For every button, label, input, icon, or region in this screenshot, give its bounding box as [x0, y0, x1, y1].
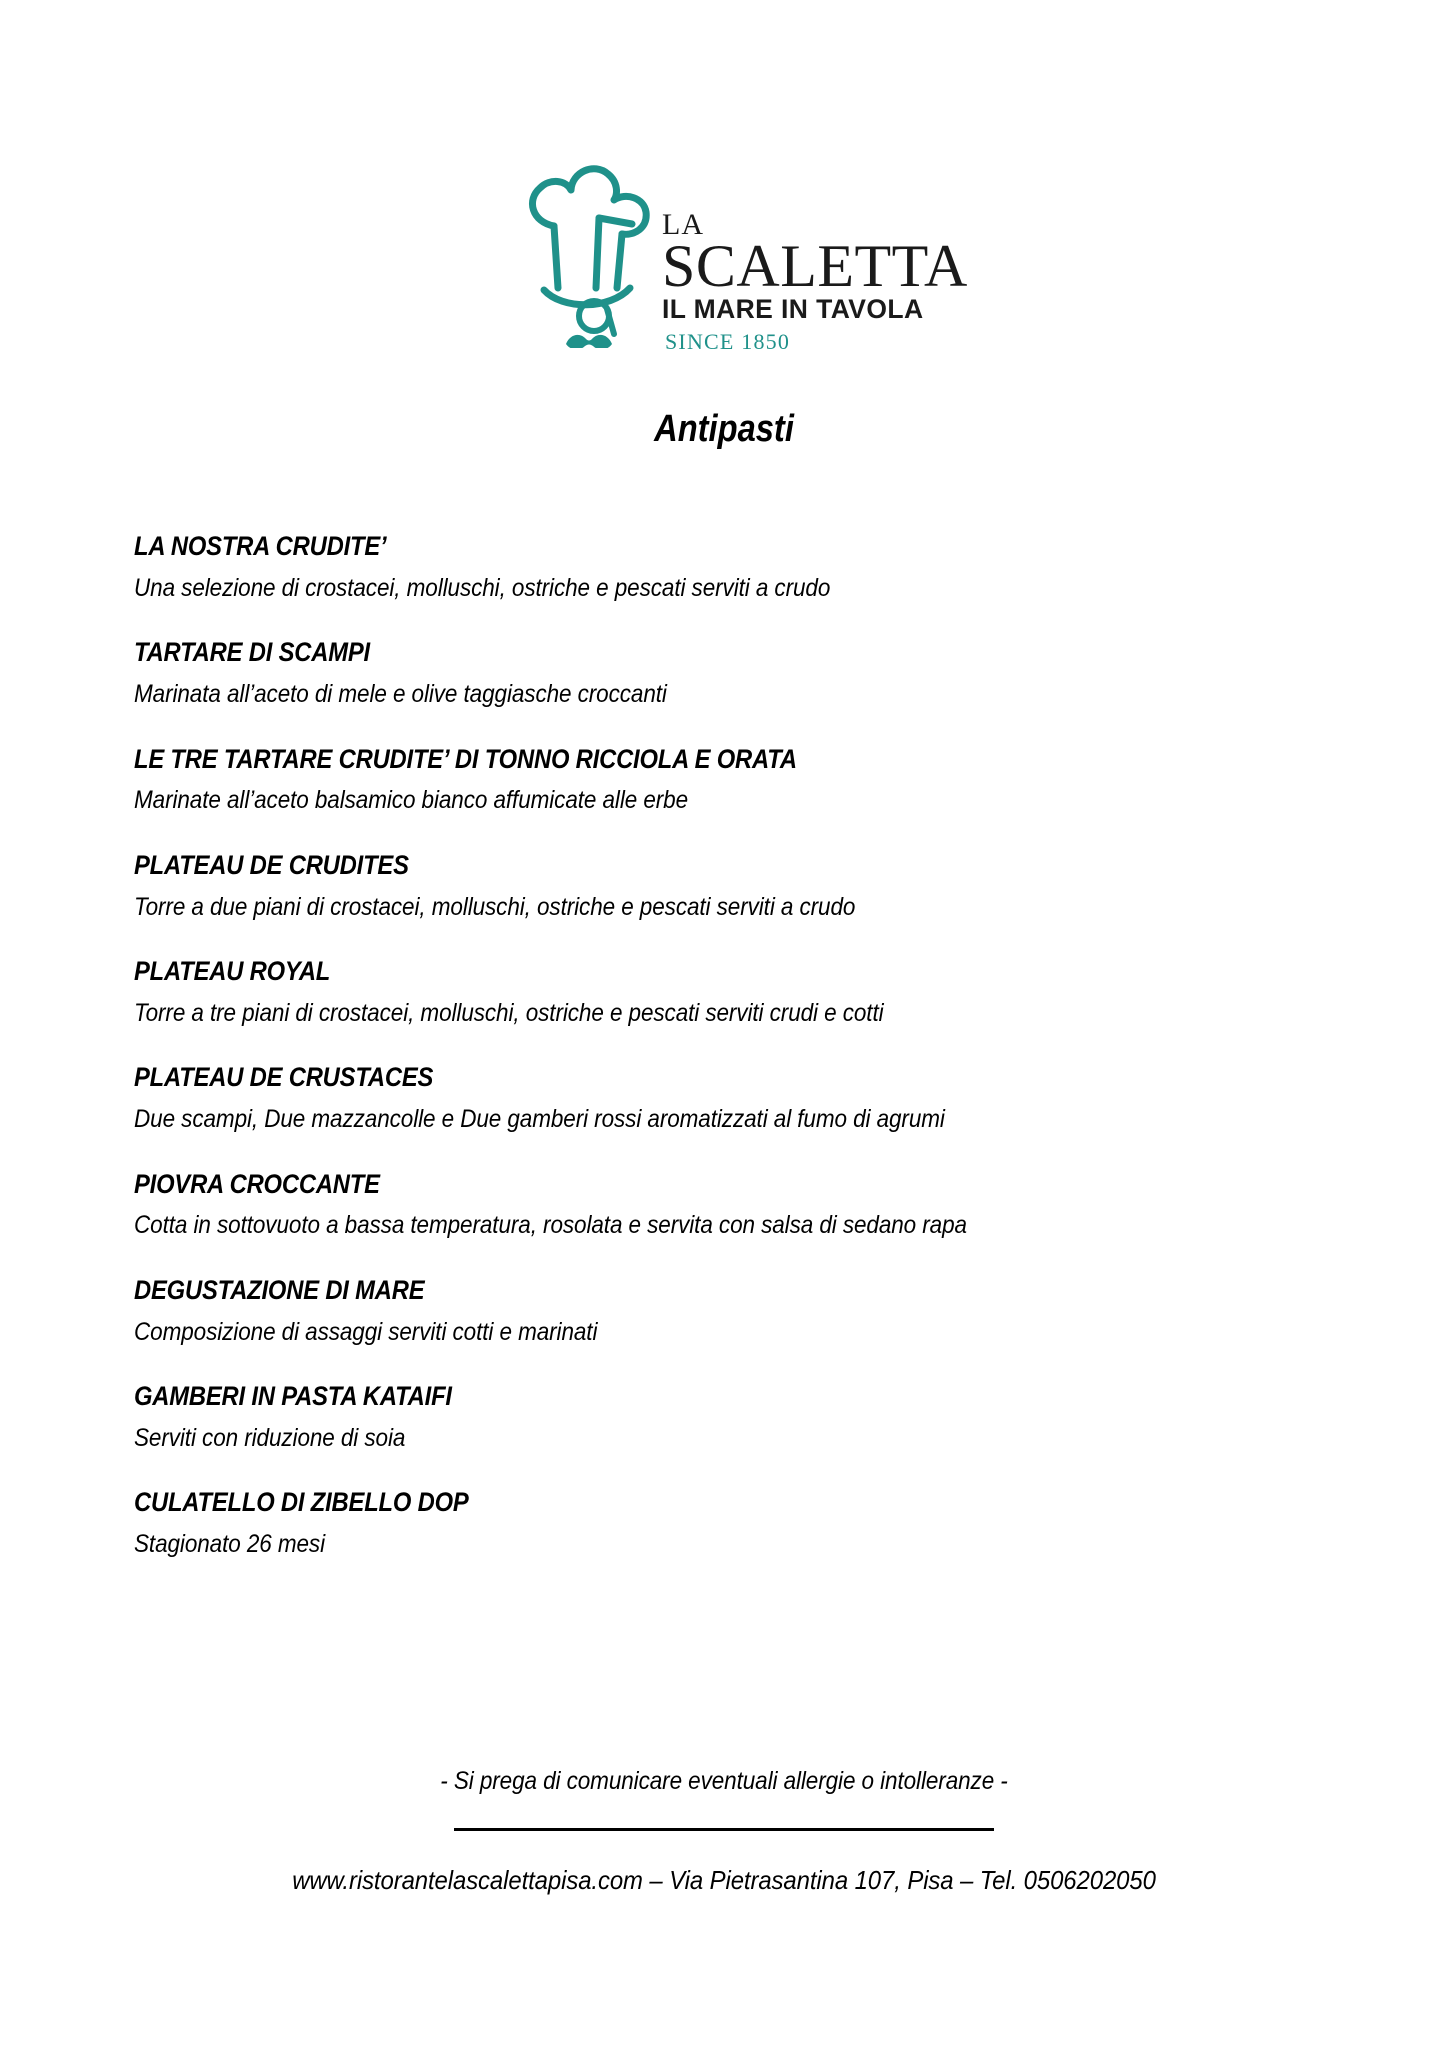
menu-item-description: Cotta in sottovuoto a bassa temperatura, rosolata e servita con salsa di sedano rapa: [134, 1211, 967, 1240]
menu-item-description: Stagionato 26 mesi: [134, 1530, 326, 1558]
menu-item: [134, 1380, 1314, 1456]
menu-item-name: TARTARE DI SCAMPI: [134, 637, 370, 668]
menu-item-name: PIOVRA CROCCANTE: [134, 1168, 380, 1199]
menu-item-description: Composizione di assaggi serviti cotti e marinati: [134, 1317, 598, 1346]
allergy-note: - Si prega di comunicare eventuali allergie o intolleranze -: [440, 1767, 1008, 1795]
logo-wordmark: [662, 208, 968, 354]
menu-item-name: PLATEAU DE CRUDITES: [134, 849, 409, 880]
menu-item: [134, 1168, 1314, 1244]
menu-item-name: DEGUSTAZIONE DI MARE: [134, 1274, 425, 1305]
menu-item: [134, 1486, 1314, 1562]
menu-item-description: Marinate all’aceto balsamico bianco affumicate alle erbe: [134, 786, 689, 815]
menu-item-description: Una selezione di crostacei, molluschi, ostriche e pescati serviti a crudo: [134, 573, 831, 602]
menu-item-description: Due scampi, Due mazzancolle e Due gamberi rossi aromatizzati al fumo di agrumi: [134, 1105, 945, 1133]
logo-name-line2: SCALETTA: [662, 233, 968, 299]
menu-item-description: Serviti con riduzione di soia: [134, 1423, 406, 1452]
logo-tagline: IL MARE IN TAVOLA: [662, 294, 924, 324]
menu-item-name: PLATEAU DE CRUSTACES: [134, 1062, 434, 1093]
menu-item: [134, 743, 1314, 819]
menu-item-description: Torre a tre piani di crostacei, molluschi, ostriche e pescati serviti crudi e cotti: [134, 998, 884, 1027]
menu-item: [134, 849, 1314, 925]
menu-item-name: GAMBERI IN PASTA KATAIFI: [134, 1381, 452, 1411]
menu-item: [134, 636, 1314, 712]
restaurant-logo: [0, 148, 1448, 358]
contact-info: www.ristorantelascalettapisa.com – Via Pietrasantina 107, Pisa – Tel. 0506202050: [292, 1865, 1156, 1895]
menu-item: [134, 530, 1314, 606]
menu-item-description: Torre a due piani di crostacei, molluschi, ostriche e pescati serviti a crudo: [134, 892, 856, 921]
menu-item: [134, 955, 1314, 1031]
menu-list: [134, 530, 1314, 1593]
menu-item-name: LE TRE TARTARE CRUDITE’ DI TONNO RICCIOLA E ORATA: [134, 743, 797, 774]
page-footer: [0, 1767, 1448, 1896]
menu-item: [134, 1274, 1314, 1350]
menu-item-description: Marinata all’aceto di mele e olive taggiasche croccanti: [134, 680, 667, 708]
logo-since: SINCE 1850: [665, 328, 791, 354]
logo-name-line1: LA: [662, 208, 704, 241]
footer-divider: [454, 1828, 994, 1831]
chef-hat-icon: [514, 148, 664, 348]
menu-item: [134, 1061, 1314, 1137]
menu-item-name: PLATEAU ROYAL: [134, 956, 331, 986]
menu-item-name: CULATELLO DI ZIBELLO DOP: [134, 1487, 469, 1518]
menu-item-name: LA NOSTRA CRUDITE’: [134, 531, 387, 561]
page-title: Antipasti: [654, 408, 794, 450]
mustache-icon: [566, 335, 612, 348]
